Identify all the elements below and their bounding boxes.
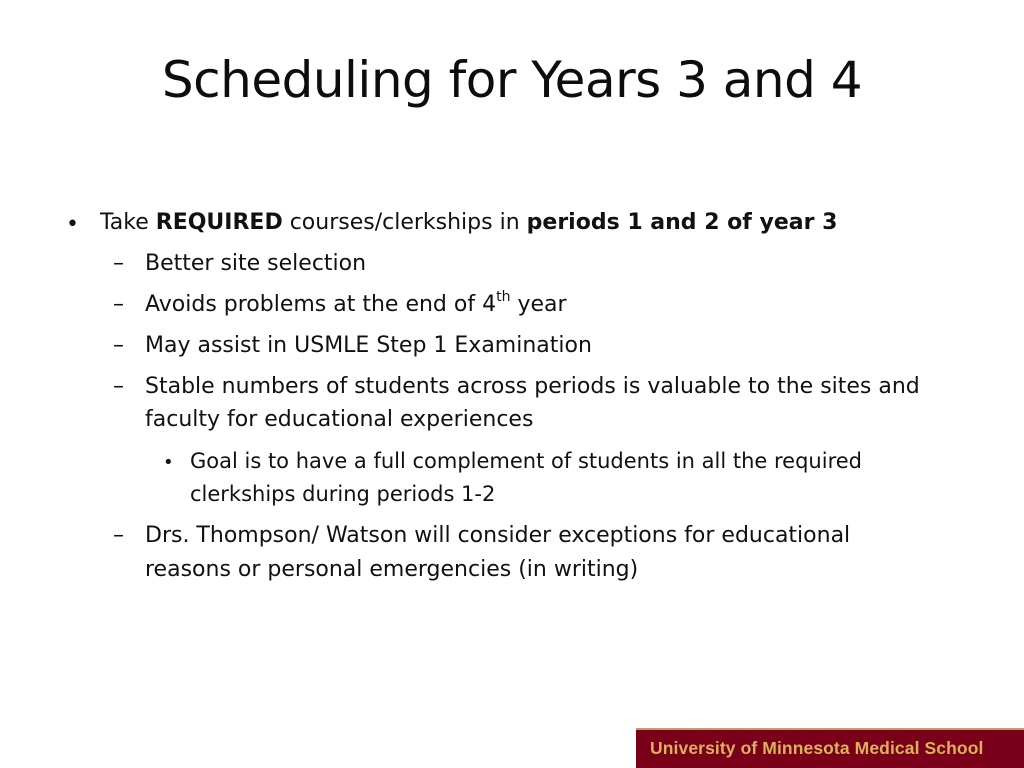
sub-sub-bullet-goal-line1: Goal is to have a full complement of students in all the required [190, 449, 862, 473]
sub-bullet-marker: – [113, 333, 124, 358]
bullet-text-courses: courses/clerkships in [282, 210, 527, 235]
sub-sub-bullet-marker: • [163, 452, 174, 473]
sub-bullet-usmle: May assist in USMLE Step 1 Examination [145, 333, 592, 358]
bullet-text-required: REQUIRED [155, 210, 283, 235]
bullet-text-take: Take [100, 210, 156, 235]
bullet-marker: • [66, 212, 79, 237]
sub-bullet-year-text: year [510, 292, 567, 317]
bullet-required-courses [100, 206, 837, 239]
footer-university-name: University of Minnesota Medical School [650, 738, 984, 758]
sub-bullet-marker: – [113, 523, 124, 548]
sub-bullet-marker: – [113, 374, 124, 399]
sub-sub-bullet-goal-line2: clerkships during periods 1-2 [190, 482, 496, 506]
sub-bullet-avoids-text: Avoids problems at the end of 4 [145, 292, 497, 317]
footer-banner [636, 728, 1024, 768]
sub-bullet-stable-numbers-line1: Stable numbers of students across periods is valuable to the sites and [145, 374, 920, 399]
slide-title: Scheduling for Years 3 and 4 [161, 51, 863, 109]
superscript-th: th [496, 288, 511, 305]
sub-bullet-exceptions-line2: reasons or personal emergencies (in writing) [145, 557, 639, 582]
bullet-text-periods: periods 1 and 2 of year 3 [526, 210, 838, 235]
sub-bullet-stable-numbers-line2: faculty for educational experiences [145, 407, 534, 432]
sub-bullet-exceptions-line1: Drs. Thompson/ Watson will consider exceptions for educational [145, 523, 851, 548]
sub-bullet-site-selection: Better site selection [145, 251, 367, 276]
sub-bullet-avoids-problems [145, 288, 567, 321]
sub-bullet-marker: – [113, 292, 124, 317]
sub-bullet-marker: – [113, 251, 124, 276]
